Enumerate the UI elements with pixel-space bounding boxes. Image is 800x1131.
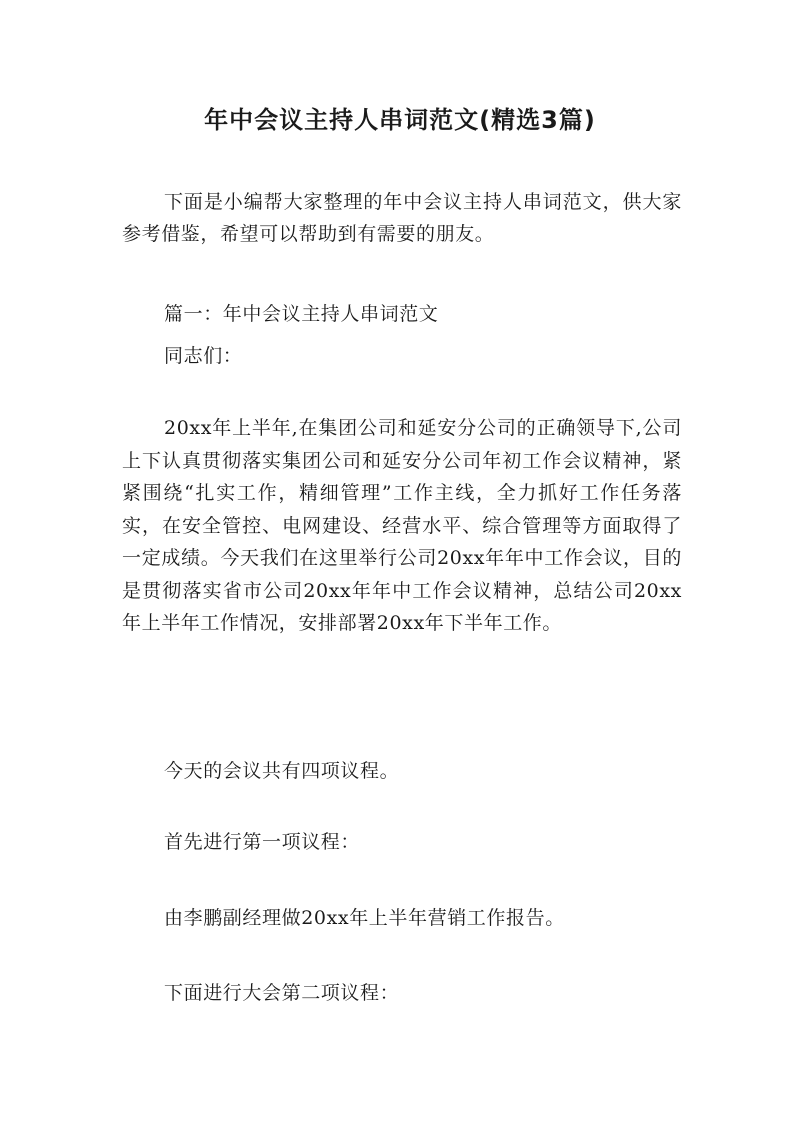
- report-paragraph: 由李鹏副经理做20xx年上半年营销工作报告。: [164, 907, 565, 929]
- intro-paragraph: 下面是小编帮大家整理的年中会议主持人串词范文，供大家参考借鉴，希望可以帮助到有需要的朋友。: [122, 191, 682, 245]
- chapter-heading: 篇一：年中会议主持人串词范文: [164, 303, 439, 325]
- second-item-paragraph: 下面进行大会第二项议程：: [164, 982, 400, 1004]
- agenda-paragraph: 今天的会议共有四项议程。: [164, 760, 400, 782]
- document-title: 年中会议主持人串词范文(精选3篇): [204, 106, 596, 134]
- greeting-line: 同志们：: [164, 345, 243, 367]
- body-paragraph: 20xx年上半年,在集团公司和延安分公司的正确领导下,公司上下认真贯彻落实集团公司和延安分公司年初工作会议精神，紧紧围绕“扎实工作，精细管理”工作主线，全力抓好工作任务落实，在安全管控、电网建设、经营水平、综合管理等方面取得了一定成绩。今天我们在这里举行公司20xx年年中工作会议，目的是贯彻落实省市公司20xx年年中工作会议精神，总结公司20xx年上半年工作情况，安排部署20xx年下半年工作。: [122, 417, 682, 634]
- first-item-paragraph: 首先进行第一项议程：: [164, 831, 361, 853]
